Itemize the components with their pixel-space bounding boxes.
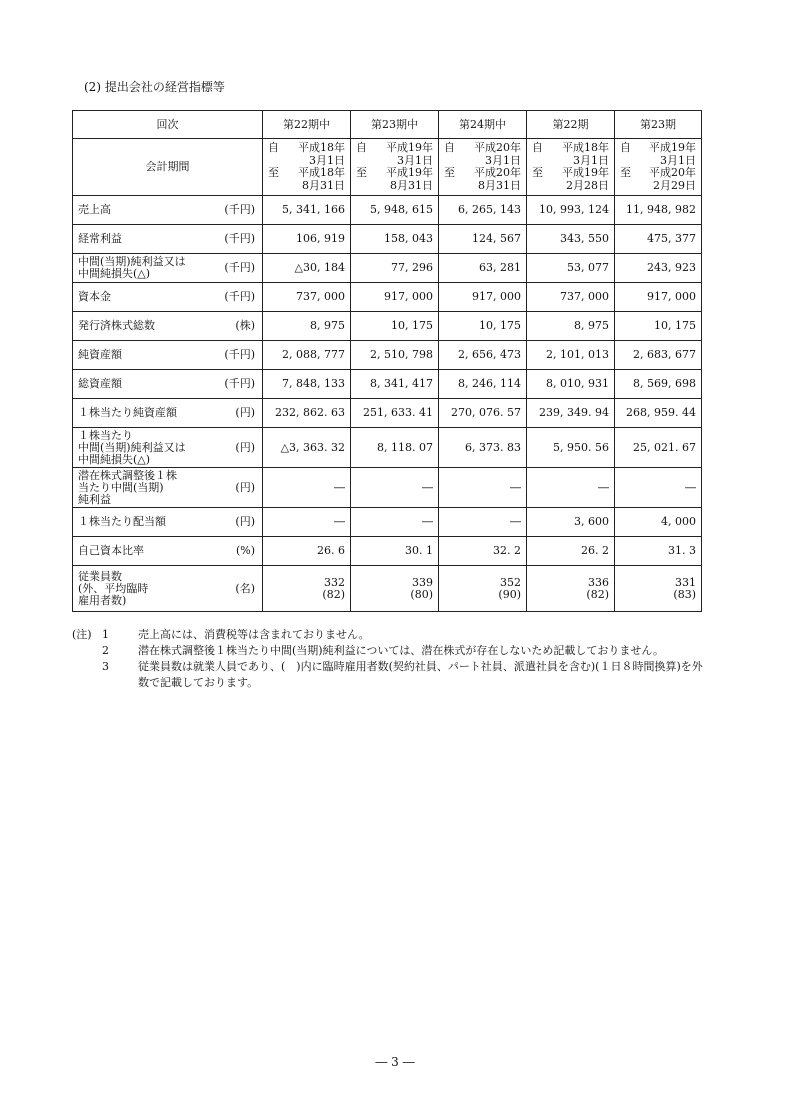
cell-value: 8, 975 (574, 319, 609, 332)
value-cell (615, 399, 702, 428)
value-cell (263, 283, 351, 312)
cell-value: 5, 950. 56 (553, 440, 609, 454)
row-label: １株当たり配当額 (78, 515, 166, 528)
value-cell (439, 566, 527, 612)
value-cell (439, 537, 527, 566)
value-cell (351, 254, 439, 283)
period-to-date: 平成19年 2月28日 (562, 166, 609, 192)
header-row (73, 111, 702, 139)
value-cell (351, 341, 439, 370)
value-cell (439, 428, 527, 468)
cell-value: ― (598, 480, 609, 494)
value-cell (615, 508, 702, 537)
value-cell (351, 196, 439, 225)
row-label-cell (73, 399, 263, 428)
row-label: 潜在株式調整後１株 当たり中間(当期) 純利益 (78, 468, 177, 506)
period-cell (527, 139, 615, 196)
value-cell (439, 225, 527, 254)
cell-value: 268, 959. 44 (626, 406, 696, 419)
row-label-cell (73, 508, 263, 537)
cell-value: 232, 862. 63 (275, 406, 345, 419)
period-from-mark: 自 (532, 141, 543, 154)
cell-value: 6, 265, 143 (458, 203, 521, 216)
value-cell (263, 566, 351, 612)
row-label: １株当たり純資産額 (78, 406, 177, 419)
cell-value: 2, 683, 677 (633, 348, 696, 361)
value-cell (439, 468, 527, 508)
cell-value: 917, 000 (647, 290, 696, 303)
row-label: １株当たり 中間(当期)純利益又は 中間純損失(△) (78, 428, 186, 466)
row-label-cell (73, 225, 263, 254)
row-unit: (円) (235, 406, 255, 419)
cell-value: 31. 3 (668, 544, 696, 557)
cell-value: 11, 948, 982 (626, 203, 696, 216)
cell-value: 2, 101, 013 (546, 348, 609, 361)
value-cell (351, 508, 439, 537)
cell-value: ― (334, 480, 345, 494)
value-cell (351, 566, 439, 612)
column-header: 第23期 (615, 111, 702, 139)
cell-value: 30. 1 (405, 544, 433, 557)
value-cell (263, 508, 351, 537)
cell-value: 352 (90) (498, 575, 521, 601)
period-from-date: 平成18年 3月1日 (562, 141, 609, 167)
column-header: 第23期中 (351, 111, 439, 139)
row-unit: (名) (235, 581, 255, 595)
row-label: 中間(当期)純利益又は 中間純損失(△) (78, 255, 186, 280)
value-cell (527, 508, 615, 537)
value-cell (615, 566, 702, 612)
cell-value: △30, 184 (294, 261, 345, 274)
cell-value: 10, 993, 124 (539, 203, 609, 216)
row-label-cell (73, 428, 263, 468)
cell-value: 2, 510, 798 (370, 348, 433, 361)
cell-value: 251, 633. 41 (363, 406, 433, 419)
cell-value: 8, 341, 417 (370, 377, 433, 390)
cell-value: 124, 567 (472, 232, 521, 245)
table-row (73, 312, 702, 341)
table-row (73, 508, 702, 537)
period-row (73, 139, 702, 196)
row-unit: (千円) (224, 377, 255, 390)
value-cell (439, 254, 527, 283)
period-to-mark: 至 (356, 166, 367, 179)
financial-indicators-table (72, 110, 702, 612)
value-cell (263, 225, 351, 254)
cell-value: 26. 2 (581, 544, 609, 557)
row-label-cell (73, 468, 263, 508)
period-to-date: 平成19年 8月31日 (386, 166, 433, 192)
note-number: 2 (102, 644, 109, 657)
value-cell (527, 566, 615, 612)
period-to-mark: 至 (444, 166, 455, 179)
cell-value: ― (510, 515, 521, 528)
row-label-cell (73, 254, 263, 283)
period-to-date: 平成20年 8月31日 (474, 166, 521, 192)
value-cell (615, 370, 702, 399)
note-number: 1 (102, 628, 109, 641)
value-cell (439, 196, 527, 225)
cell-value: ― (422, 480, 433, 494)
cell-value: 2, 088, 777 (282, 348, 345, 361)
cell-value: 475, 377 (647, 232, 696, 245)
period-to-mark: 至 (532, 166, 543, 179)
row-label: 純資産額 (78, 348, 122, 361)
period-from-date: 平成19年 3月1日 (649, 141, 696, 167)
value-cell (263, 399, 351, 428)
value-cell (615, 312, 702, 341)
note-prefix: (注) (72, 628, 92, 641)
value-cell (615, 428, 702, 468)
value-cell (351, 225, 439, 254)
period-to-date: 平成18年 8月31日 (298, 166, 345, 192)
period-from-date: 平成18年 3月1日 (298, 141, 345, 167)
period-from-mark: 自 (444, 141, 455, 154)
table-row (73, 370, 702, 399)
row-label: 総資産額 (78, 377, 122, 390)
row-label: 発行済株式総数 (78, 319, 155, 332)
row-label-cell (73, 196, 263, 225)
row-label: 売上高 (78, 203, 111, 216)
cell-value: 158, 043 (384, 232, 433, 245)
cell-value: 339 (80) (410, 575, 433, 601)
row-unit: (千円) (224, 348, 255, 361)
note-text: 従業員数は就業人員であり、( )内に臨時雇用者数(契約社員、パート社員、派遣社員を含む)(１日８時間換算)を外数で記載しております。 (138, 660, 703, 689)
value-cell (615, 537, 702, 566)
value-cell (263, 428, 351, 468)
note-prefix (72, 643, 102, 659)
value-cell (615, 225, 702, 254)
cell-value: 243, 923 (647, 261, 696, 274)
value-cell (439, 312, 527, 341)
cell-value: 10, 175 (654, 319, 696, 332)
cell-value: 32. 2 (493, 544, 521, 557)
value-cell (263, 537, 351, 566)
cell-value: 8, 975 (310, 319, 345, 332)
value-cell (351, 312, 439, 341)
cell-value: 77, 296 (391, 261, 433, 274)
period-cell (351, 139, 439, 196)
row-unit: (株) (235, 319, 255, 332)
period-to-date: 平成20年 2月29日 (649, 166, 696, 192)
note-item (72, 659, 712, 691)
cell-value: ― (685, 480, 696, 494)
value-cell (263, 370, 351, 399)
period-from-mark: 自 (268, 141, 279, 154)
cell-value: 53, 077 (567, 261, 609, 274)
value-cell (263, 254, 351, 283)
row-unit: (千円) (224, 232, 255, 245)
value-cell (263, 468, 351, 508)
cell-value: ― (422, 515, 433, 528)
value-cell (527, 225, 615, 254)
round-label: 回次 (73, 111, 263, 139)
value-cell (527, 283, 615, 312)
row-label: 経常利益 (78, 232, 122, 245)
cell-value: 917, 000 (384, 290, 433, 303)
cell-value: 8, 118. 07 (377, 440, 433, 454)
table-row (73, 196, 702, 225)
note-prefix (72, 659, 102, 691)
period-from-mark: 自 (620, 141, 631, 154)
table-row (73, 225, 702, 254)
row-label: 資本金 (78, 290, 111, 303)
value-cell (439, 341, 527, 370)
row-label-cell (73, 341, 263, 370)
value-cell (351, 468, 439, 508)
cell-value: 26. 6 (317, 544, 345, 557)
note-text: 売上高には、消費税等は含まれておりません。 (138, 628, 370, 641)
cell-value: 8, 010, 931 (546, 377, 609, 390)
value-cell (351, 537, 439, 566)
value-cell (439, 399, 527, 428)
cell-value: 3, 600 (574, 515, 609, 528)
row-unit: (千円) (224, 203, 255, 216)
period-from-date: 平成20年 3月1日 (474, 141, 521, 167)
table-row (73, 566, 702, 612)
cell-value: 737, 000 (296, 290, 345, 303)
row-label-cell (73, 566, 263, 612)
cell-value: 2, 656, 473 (458, 348, 521, 361)
cell-value: 7, 848, 133 (282, 377, 345, 390)
value-cell (439, 283, 527, 312)
period-from-date: 平成19年 3月1日 (386, 141, 433, 167)
value-cell (263, 312, 351, 341)
note-text: 潜在株式調整後１株当たり中間(当期)純利益については、潜在株式が存在しないため記載しておりません。 (138, 644, 665, 657)
cell-value: ― (510, 480, 521, 494)
period-from-mark: 自 (356, 141, 367, 154)
notes (72, 627, 712, 691)
row-unit: (千円) (224, 261, 255, 274)
cell-value: 10, 175 (391, 319, 433, 332)
row-unit: (円) (235, 440, 255, 454)
table-row (73, 254, 702, 283)
value-cell (351, 399, 439, 428)
value-cell (615, 468, 702, 508)
value-cell (527, 399, 615, 428)
column-header: 第22期 (527, 111, 615, 139)
row-unit: (円) (235, 515, 255, 528)
table-row (73, 537, 702, 566)
value-cell (263, 341, 351, 370)
value-cell (615, 254, 702, 283)
note-item (72, 643, 712, 659)
cell-value: 6, 373. 83 (465, 440, 521, 454)
note-number: 3 (102, 660, 109, 673)
cell-value: 343, 550 (560, 232, 609, 245)
value-cell (527, 428, 615, 468)
period-to-mark: 至 (620, 166, 631, 179)
period-to-mark: 至 (268, 166, 279, 179)
cell-value: 25, 021. 67 (633, 440, 696, 454)
cell-value: 331 (83) (673, 575, 696, 601)
value-cell (615, 283, 702, 312)
cell-value: 106, 919 (296, 232, 345, 245)
period-cell (439, 139, 527, 196)
period-label: 会計期間 (73, 139, 263, 196)
cell-value: 4, 000 (661, 515, 696, 528)
row-unit: (千円) (224, 290, 255, 303)
cell-value: △3, 363. 32 (280, 440, 345, 454)
cell-value: 332 (82) (322, 575, 345, 601)
row-unit: (円) (235, 480, 255, 494)
table-row (73, 428, 702, 468)
row-label-cell (73, 370, 263, 399)
cell-value: 917, 000 (472, 290, 521, 303)
row-label: 従業員数 (外、平均臨時 雇用者数) (78, 569, 149, 607)
period-cell (263, 139, 351, 196)
cell-value: 270, 076. 57 (451, 406, 521, 419)
value-cell (527, 341, 615, 370)
section-title: (2) 提出会社の経営指標等 (84, 80, 225, 94)
value-cell (439, 508, 527, 537)
cell-value: 10, 175 (479, 319, 521, 332)
table-row (73, 399, 702, 428)
value-cell (351, 370, 439, 399)
value-cell (263, 196, 351, 225)
cell-value: 5, 341, 166 (282, 203, 345, 216)
table-row (73, 468, 702, 508)
row-label: 自己資本比率 (78, 544, 144, 557)
cell-value: 737, 000 (560, 290, 609, 303)
table-row (73, 283, 702, 312)
value-cell (527, 196, 615, 225)
cell-value: 5, 948, 615 (370, 203, 433, 216)
cell-value: 8, 246, 114 (458, 377, 521, 390)
cell-value: 239, 349. 94 (539, 406, 609, 419)
value-cell (527, 537, 615, 566)
value-cell (615, 196, 702, 225)
row-unit: (%) (235, 544, 255, 557)
row-label-cell (73, 312, 263, 341)
column-header: 第24期中 (439, 111, 527, 139)
cell-value: 63, 281 (479, 261, 521, 274)
cell-value: 336 (82) (586, 575, 609, 601)
period-cell (615, 139, 702, 196)
value-cell (351, 283, 439, 312)
value-cell (615, 341, 702, 370)
value-cell (351, 428, 439, 468)
page-number: ― 3 ― (375, 1055, 415, 1069)
value-cell (527, 468, 615, 508)
value-cell (527, 254, 615, 283)
row-label-cell (73, 283, 263, 312)
column-header: 第22期中 (263, 111, 351, 139)
row-label-cell (73, 537, 263, 566)
value-cell (439, 370, 527, 399)
table-row (73, 341, 702, 370)
note-item (72, 627, 712, 643)
cell-value: ― (334, 515, 345, 528)
value-cell (527, 370, 615, 399)
cell-value: 8, 569, 698 (633, 377, 696, 390)
value-cell (527, 312, 615, 341)
